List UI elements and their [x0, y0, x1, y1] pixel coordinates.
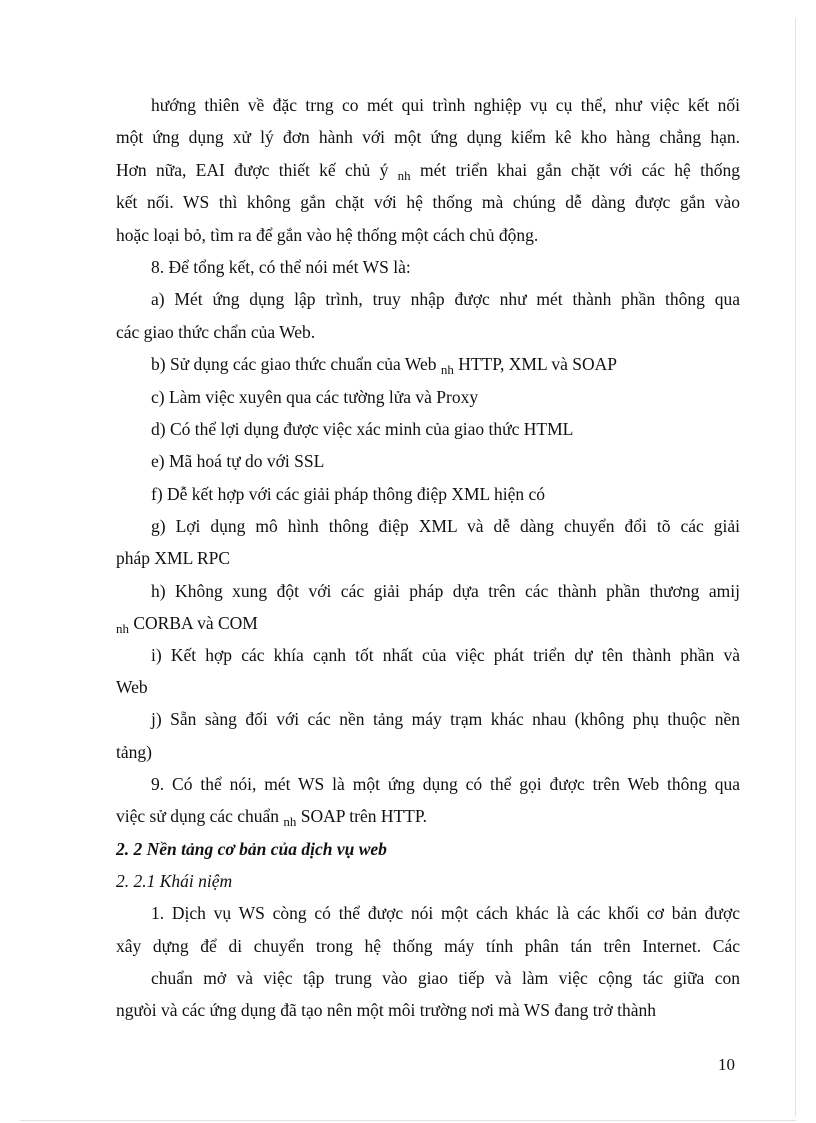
text-line: g) Lợi dụng mô hình thông điệp XML và dễ dàng chuyển đổi tõ các giải — [151, 516, 740, 536]
text-line: d) Có thể lợi dụng được việc xác minh của giao thức HTML — [151, 419, 574, 439]
page-border-right — [795, 18, 796, 1116]
line-text: SOAP trên HTTP. — [296, 806, 428, 826]
text-line: hoặc loại bỏ, tìm ra để gắn vào hệ thống một cách chủ động. — [116, 225, 539, 245]
subsection-heading: 2. 2.1 Khái niệm — [116, 871, 233, 891]
text-line: chuẩn mở và việc tập trung vào giao tiếp và làm việc cộng tác giữa con — [151, 968, 740, 988]
page-number: 10 — [718, 1055, 735, 1074]
line-text: Hơn nữa, EAI được thiết kế chủ ý — [116, 160, 398, 180]
subscript-text: nh — [116, 621, 129, 636]
text-line: f) Dễ kết hợp với các giải pháp thông điệp XML hiện có — [151, 484, 545, 504]
text-line: một ứng dụng xử lý đơn hành với một ứng dụng kiểm kê kho hàng chẳng hạn. — [116, 127, 740, 147]
line-text: b) Sử dụng các giao thức chuẩn của Web — [151, 354, 441, 374]
text-line: 8. Để tổng kết, có thể nói mét WS là: — [151, 257, 411, 277]
text-line: a) Mét ứng dụng lập trình, truy nhập được như mét thành phần thông qua — [151, 289, 740, 309]
text-line-with-subscript — [151, 353, 740, 377]
subscript-text: nh — [440, 362, 454, 377]
line-text: việc sử dụng các chuẩn — [116, 806, 284, 826]
text-line-with-subscript — [116, 805, 740, 829]
section-heading: 2. 2 Nền tảng cơ bản của dịch vụ web — [116, 839, 387, 859]
text-line: c) Làm việc xuyên qua các tường lửa và Proxy — [151, 387, 479, 407]
text-line: các giao thức chẩn của Web. — [116, 322, 316, 342]
text-line: h) Không xung đột với các giải pháp dựa trên các thành phần thương amij — [151, 581, 740, 601]
text-line: e) Mã hoá tự do với SSL — [151, 451, 325, 471]
text-line: ngưòi và các ứng dụng đã tạo nên một môi trường nơi mà WS đang trở thành — [116, 1000, 656, 1020]
line-text: mét triển khai gắn chặt với các hệ thống — [410, 160, 740, 180]
text-line: 9. Có thể nói, mét WS là một ứng dụng có thể gọi được trên Web thông qua — [151, 774, 740, 794]
text-line: tảng) — [116, 742, 152, 762]
text-line-with-subscript — [116, 612, 740, 636]
text-line: i) Kết hợp các khía cạnh tốt nhất của việc phát triển dự tên thành phần và — [151, 645, 740, 665]
text-line: pháp XML RPC — [116, 548, 231, 568]
text-line-with-subscript — [116, 159, 740, 183]
text-line: hướng thiên về đặc trng co mét qui trình nghiệp vụ cụ thể, như việc kết nối — [151, 95, 740, 115]
text-line: 1. Dịch vụ WS còng có thể được nói một cách khác là các khối cơ bản được — [151, 903, 740, 923]
page-border-bottom — [20, 1120, 796, 1121]
subscript-text: nh — [283, 814, 297, 829]
line-text: HTTP, XML và SOAP — [453, 354, 618, 374]
text-line: xây dựng để di chuyển trong hệ thống máy tính phân tán trên Internet. Các — [116, 936, 740, 956]
text-line: Web — [116, 677, 148, 697]
text-line: j) Sẵn sàng đối với các nền tảng máy trạm khác nhau (không phụ thuộc nền — [151, 709, 740, 729]
line-text: CORBA và COM — [129, 613, 258, 633]
subscript-text: nh — [397, 168, 411, 183]
text-line: kết nối. WS thì không gắn chặt với hệ thống mà chúng dễ dàng được gắn vào — [116, 192, 740, 212]
